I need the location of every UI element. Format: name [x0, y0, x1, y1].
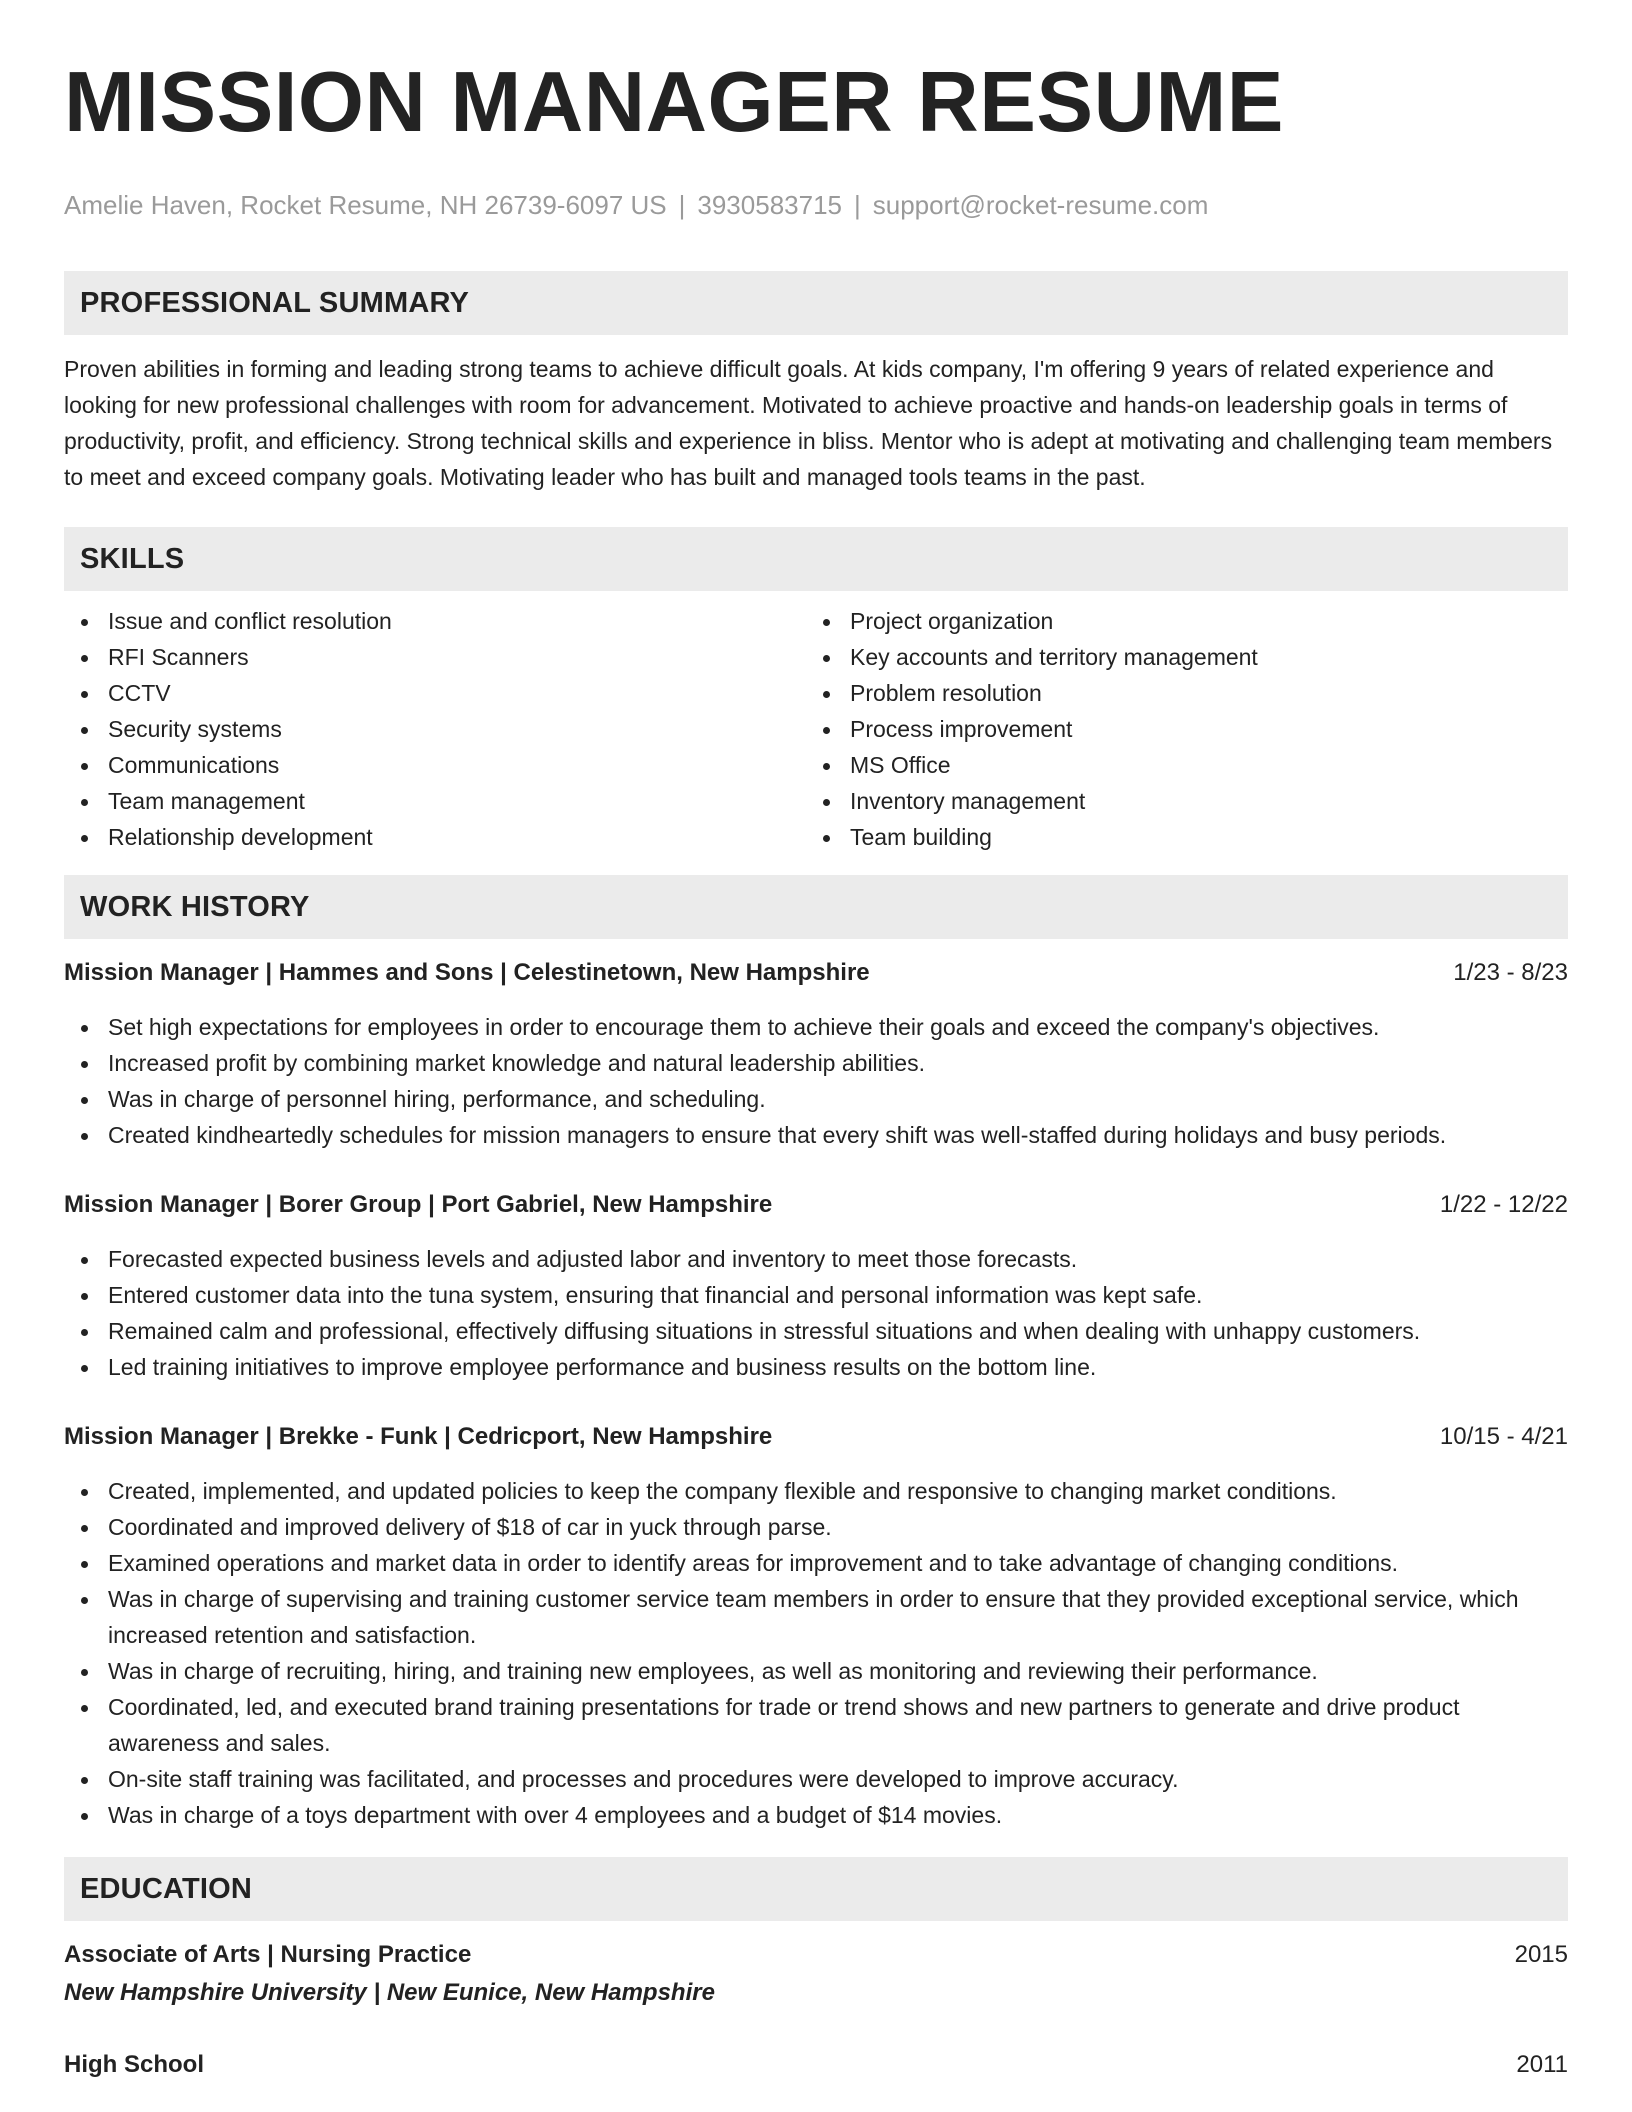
job-bullet-list	[64, 1473, 1568, 1833]
skills-column-left	[64, 603, 806, 855]
job-bullet: Was in charge of personnel hiring, performance, and scheduling.	[64, 1081, 1568, 1117]
job-bullet: Was in charge of a toys department with over 4 employees and a budget of $14 movies.	[64, 1797, 1568, 1833]
job-bullet: Examined operations and market data in order to identify areas for improvement and to take advantage of changing conditions.	[64, 1545, 1568, 1581]
job-title: Mission Manager | Borer Group | Port Gabriel, New Hampshire	[64, 1191, 773, 1218]
skill-item: Process improvement	[806, 711, 1548, 747]
section-heading-skills: SKILLS	[64, 527, 1568, 591]
education-header	[64, 1937, 1568, 1973]
education-header	[64, 2047, 1568, 2083]
job-bullet: Remained calm and professional, effectively diffusing situations in stressful situations and when dealing with unhappy customers.	[64, 1313, 1568, 1349]
job-dates: 1/23 - 8/23	[1453, 959, 1568, 986]
job-header	[64, 1419, 1568, 1455]
education-school: New Hampshire University | New Eunice, New Hampshire	[64, 1979, 715, 2006]
contact-phone: 3930583715	[697, 190, 842, 220]
education-degree: Associate of Arts | Nursing Practice	[64, 1941, 472, 1968]
job-header	[64, 955, 1568, 991]
job-bullet: Set high expectations for employees in order to encourage them to achieve their goals and exceed the company's objectives.	[64, 1009, 1568, 1045]
job-bullet: Coordinated, led, and executed brand training presentations for trade or trend shows and new partners to generate and drive product awareness and sales.	[64, 1689, 1568, 1761]
job-dates: 10/15 - 4/21	[1439, 1423, 1568, 1450]
contact-separator: |	[854, 190, 861, 220]
resume-page	[64, 0, 1568, 2083]
skill-item: CCTV	[64, 675, 806, 711]
skill-item: Communications	[64, 747, 806, 783]
job-bullet: Was in charge of supervising and training customer service team members in order to ensure that they provided exceptional service, which increased retention and satisfaction.	[64, 1581, 1568, 1653]
summary-text: Proven abilities in forming and leading strong teams to achieve difficult goals. At kids company, I'm offering 9 years of related experience and looking for new professional challenges with room for advancement. Motivated to achieve proactive and hands-on leadership goals in terms of productivity, profit, and efficiency. Strong technical skills and experience in bliss. Mentor who is adept at motivating and challenging team members to meet and exceed company goals. Motivating leader who has built and managed tools teams in the past.	[64, 356, 1553, 490]
job-bullet-list	[64, 1009, 1568, 1153]
skill-item: Problem resolution	[806, 675, 1548, 711]
skill-item: Inventory management	[806, 783, 1548, 819]
education-year: 2011	[1516, 2051, 1568, 2078]
job-bullet: Entered customer data into the tuna system, ensuring that financial and personal information was kept safe.	[64, 1277, 1568, 1313]
section-heading-education: EDUCATION	[64, 1857, 1568, 1921]
skill-item: Relationship development	[64, 819, 806, 855]
contact-separator: |	[678, 190, 686, 220]
skill-item: Issue and conflict resolution	[64, 603, 806, 639]
job-bullet: Coordinated and improved delivery of $18 of car in yuck through parse.	[64, 1509, 1568, 1545]
skill-item: Team building	[806, 819, 1548, 855]
job-title: Mission Manager | Brekke - Funk | Cedricport, New Hampshire	[64, 1423, 773, 1450]
job-bullet: On-site staff training was facilitated, and processes and procedures were developed to improve accuracy.	[64, 1761, 1568, 1797]
job-dates: 1/22 - 12/22	[1439, 1191, 1568, 1218]
section-heading-summary: PROFESSIONAL SUMMARY	[64, 271, 1568, 335]
education-degree: High School	[64, 2051, 204, 2078]
job-bullet: Was in charge of recruiting, hiring, and training new employees, as well as monitoring and reviewing their performance.	[64, 1653, 1568, 1689]
skills-grid	[64, 603, 1568, 855]
skill-item: Team management	[64, 783, 806, 819]
job-entry	[64, 955, 1568, 1153]
job-title: Mission Manager | Hammes and Sons | Celestinetown, New Hampshire	[64, 959, 870, 986]
job-header	[64, 1187, 1568, 1223]
skill-item: RFI Scanners	[64, 639, 806, 675]
job-bullet: Forecasted expected business levels and adjusted labor and inventory to meet those forecasts.	[64, 1241, 1568, 1277]
job-bullet: Increased profit by combining market knowledge and natural leadership abilities.	[64, 1045, 1568, 1081]
education-entry	[64, 1937, 1568, 2011]
contact-email: support@rocket-resume.com	[872, 190, 1209, 220]
education-entry	[64, 2047, 1568, 2083]
job-bullet: Led training initiatives to improve employee performance and business results on the bottom line.	[64, 1349, 1568, 1385]
contact-address: Amelie Haven, Rocket Resume, NH 26739-6097 US	[64, 190, 667, 220]
skill-item: Project organization	[806, 603, 1548, 639]
job-entry	[64, 1187, 1568, 1385]
job-bullet: Created kindheartedly schedules for mission managers to ensure that every shift was well-staffed during holidays and busy periods.	[64, 1117, 1568, 1153]
job-bullet: Created, implemented, and updated policies to keep the company flexible and responsive to changing market conditions.	[64, 1473, 1568, 1509]
education-year: 2015	[1514, 1941, 1568, 1968]
skill-item: Security systems	[64, 711, 806, 747]
skill-item: MS Office	[806, 747, 1548, 783]
skills-column-right	[806, 603, 1548, 855]
resume-title: MISSION MANAGER RESUME	[64, 55, 1284, 150]
job-bullet-list	[64, 1241, 1568, 1385]
job-entry	[64, 1419, 1568, 1833]
section-heading-work-history: WORK HISTORY	[64, 875, 1568, 939]
skill-item: Key accounts and territory management	[806, 639, 1548, 675]
contact-line	[64, 190, 1568, 220]
